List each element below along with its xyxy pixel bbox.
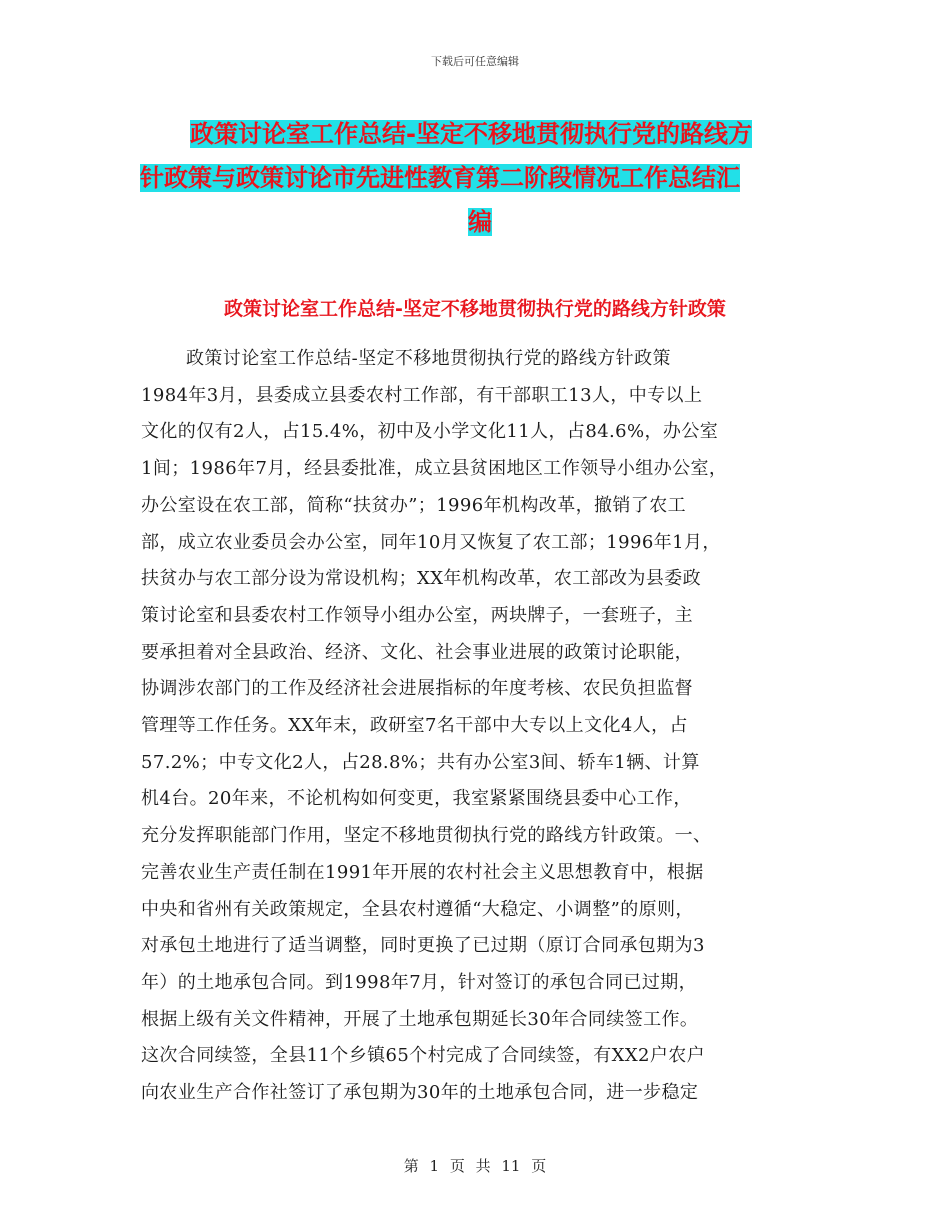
- body-line: 文化的仅有2人，占15.4%，初中及小学文化11人，占84.6%，办公室: [141, 421, 719, 443]
- body-line: 年）的土地承包合同。到1998年7月，针对签订的承包合同已过期，: [141, 971, 698, 993]
- body-line: 中央和省州有关政策规定，全县农村遵循“大稳定、小调整”的原则，: [141, 898, 694, 920]
- body-line: 扶贫办与农工部分设为常设机构；XX年机构改革，农工部改为县委政: [141, 568, 702, 590]
- body-line: 政策讨论室工作总结-坚定不移地贯彻执行党的路线方针政策: [186, 348, 671, 369]
- body-line: 57.2%；中专文化2人，占28.8%；共有办公室3间、轿车1辆、计算: [141, 751, 700, 773]
- body-paragraph: [141, 341, 821, 1112]
- body-line: 根据上级有关文件精神，开展了土地承包期延长30年合同续签工作。: [141, 1008, 699, 1030]
- body-line: 管理等工作任务。XX年末，政研室7名干部中大专以上文化4人，占: [141, 715, 688, 737]
- body-line: 办公室设在农工部，简称“扶贫办”；1996年机构改革，撤销了农工: [141, 494, 687, 516]
- body-line: 1间；1986年7月，经县委批准，成立县贫困地区工作领导小组办公室，: [141, 458, 728, 480]
- title-line-3: 编: [468, 208, 492, 236]
- body-line: 策讨论室和县委农村工作领导小组办公室，两块牌子，一套班子，主: [141, 604, 693, 626]
- section-heading: 政策讨论室工作总结-坚定不移地贯彻执行党的路线方针政策: [224, 298, 726, 320]
- body-line: 1984年3月，县委成立县委农村工作部，有干部职工13人，中专以上: [141, 384, 703, 406]
- title-line-2: 针政策与政策讨论市先进性教育第二阶段情况工作总结汇: [140, 164, 740, 192]
- body-line: 要承担着对全县政治、经济、文化、社会事业进展的政策讨论职能，: [141, 641, 693, 663]
- page-footer: 第 1 页 共 11 页: [403, 1157, 547, 1175]
- body-line: 这次合同续签，全县11个乡镇65个村完成了合同续签，有XX2户农户: [141, 1045, 706, 1067]
- body-line: 协调涉农部门的工作及经济社会进展指标的年度考核、农民负担监督: [141, 678, 693, 700]
- body-line: 充分发挥职能部门作用，坚定不移地贯彻执行党的路线方针政策。一、: [141, 825, 712, 847]
- body-line: 完善农业生产责任制在1991年开展的农村社会主义思想教育中，根据: [141, 861, 704, 883]
- page-header-note: 下载后可任意编辑: [431, 55, 519, 68]
- body-line: 对承包土地进行了适当调整，同时更换了已过期（原订合同承包期为3: [141, 935, 705, 957]
- body-line: 机4台。20年来，不论机构如何变更，我室紧紧围绕县委中心工作，: [141, 788, 692, 810]
- title-line-1: 政策讨论室工作总结-坚定不移地贯彻执行党的路线方: [190, 120, 752, 148]
- body-line: 部，成立农业委员会办公室，同年10月又恢复了农工部；1996年1月，: [141, 531, 721, 553]
- document-title: [140, 112, 820, 244]
- body-line: 向农业生产合作社签订了承包期为30年的土地承包合同，进一步稳定: [141, 1082, 699, 1104]
